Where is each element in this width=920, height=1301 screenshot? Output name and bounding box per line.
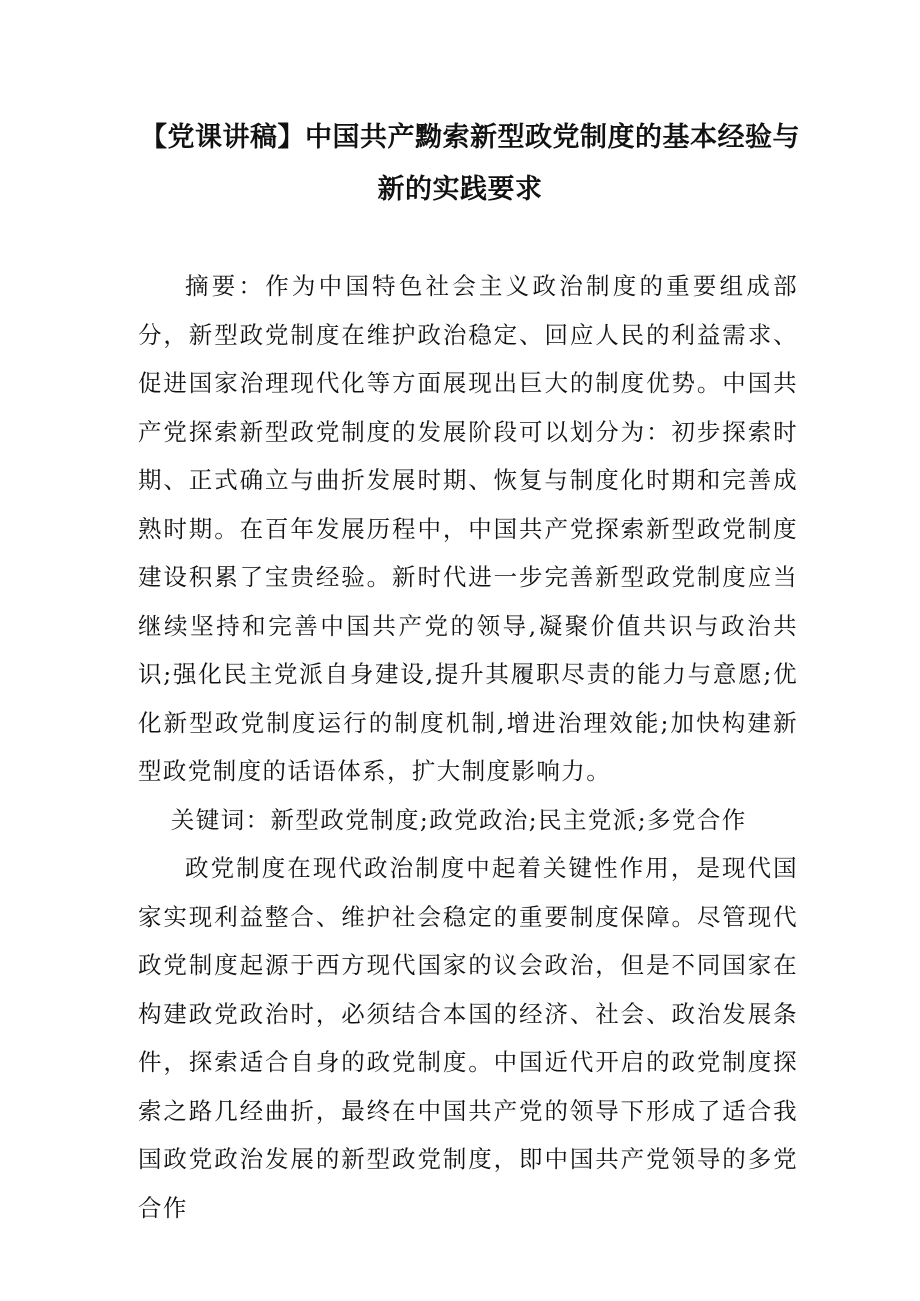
document-title: [140, 112, 800, 216]
title-line-2: 新的实践要求: [377, 174, 543, 205]
keywords-line: 关键词：新型政党制度;政党政治;民主党派;多党合作: [170, 805, 747, 834]
document-body: [138, 262, 798, 1232]
abstract-paragraph: 摘要：作为中国特色社会主义政治制度的重要组成部分，新型政党制度在维护政治稳定、回应人民的利益需求、促进国家治理现代化等方面展现出巨大的制度优势。中国共产党探索新型政党制度的发展阶段可以划分为：初步探索时期、正式确立与曲折发展时期、恢复与制度化时期和完善成熟时期。在百年发展历程中，中国共产党探索新型政党制度建设积累了宝贵经验。新时代进一步完善新型政党制度应当继续坚持和完善中国共产党的领导,凝聚价值共识与政治共识;强化民主党派自身建设,提升其履职尽责的能力与意愿;优化新型政党制度运行的制度机制,增进治理效能;加快构建新型政党制度的话语体系，扩大制度影响力。: [138, 272, 798, 785]
body-paragraph-1: 政党制度在现代政治制度中起着关键性作用，是现代国家实现利益整合、维护社会稳定的重要制度保障。尽管现代政党制度起源于西方现代国家的议会政治，但是不同国家在构建政党政治时，必须结合本国的经济、社会、政治发展条件，探索适合自身的政党制度。中国近代开启的政党制度探索之路几经曲折，最终在中国共产党的领导下形成了适合我国政党政治发展的新型政党制度，即中国共产党领导的多党合作: [138, 854, 798, 1222]
title-line-1: 【党课讲稿】中国共产黝索新型政党制度的基本经验与: [140, 122, 800, 153]
